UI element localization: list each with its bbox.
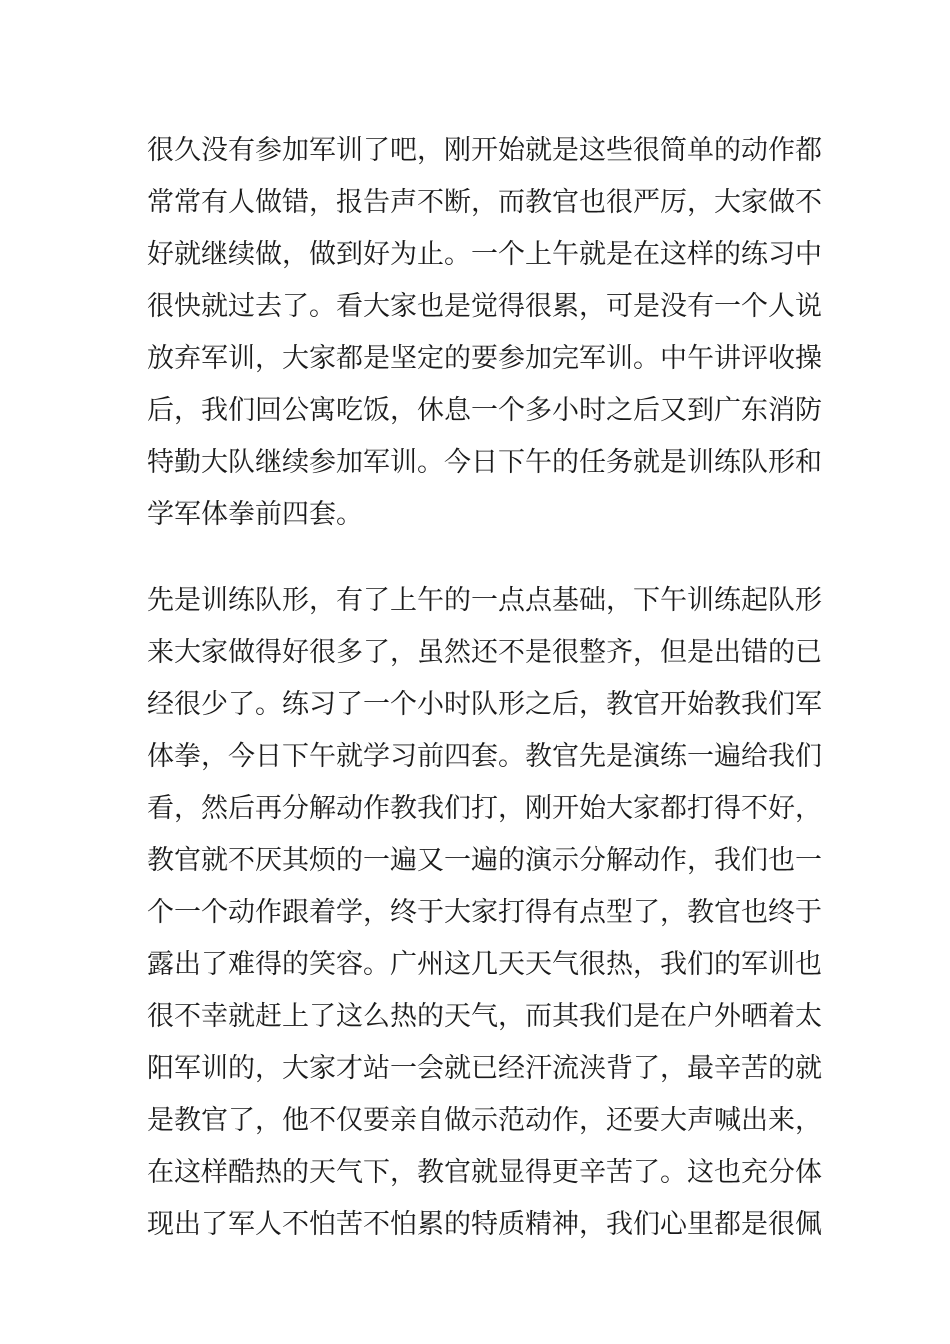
text-line: 在这样酷热的天气下，教官就显得更辛苦了。这也充分体	[147, 1157, 822, 1188]
text-line: 学军体拳前四套。	[147, 499, 363, 530]
text-line: 体拳，今日下午就学习前四套。教官先是演练一遍给我们	[147, 741, 822, 772]
text-line: 很快就过去了。看大家也是觉得很累，可是没有一个人说	[147, 291, 822, 322]
text-line: 先是训练队形，有了上午的一点点基础，下午训练起队形	[147, 585, 822, 616]
text-line: 经很少了。练习了一个小时队形之后，教官开始教我们军	[147, 689, 822, 720]
text-line: 来大家做得好很多了，虽然还不是很整齐，但是出错的已	[147, 637, 822, 668]
text-line: 常常有人做错，报告声不断，而教官也很严厉，大家做不	[147, 187, 822, 218]
text-line: 是教官了，他不仅要亲自做示范动作，还要大声喊出来，	[147, 1105, 822, 1136]
text-line: 露出了难得的笑容。广州这几天天气很热，我们的军训也	[147, 949, 822, 980]
paragraph-1	[147, 125, 822, 541]
text-line: 现出了军人不怕苦不怕累的特质精神，我们心里都是很佩	[147, 1209, 822, 1240]
text-line: 很久没有参加军训了吧，刚开始就是这些很简单的动作都	[147, 135, 822, 166]
text-line: 后，我们回公寓吃饭，休息一个多小时之后又到广东消防	[147, 395, 822, 426]
text-line: 个一个动作跟着学，终于大家打得有点型了，教官也终于	[147, 897, 822, 928]
text-line: 教官就不厌其烦的一遍又一遍的演示分解动作，我们也一	[147, 845, 822, 876]
text-line: 放弃军训，大家都是坚定的要参加完军训。中午讲评收操	[147, 343, 822, 374]
text-line: 好就继续做，做到好为止。一个上午就是在这样的练习中	[147, 239, 822, 270]
text-line: 阳军训的，大家才站一会就已经汗流浃背了，最辛苦的就	[147, 1053, 822, 1084]
text-line: 看，然后再分解动作教我们打，刚开始大家都打得不好，	[147, 793, 822, 824]
text-line: 很不幸就赶上了这么热的天气，而其我们是在户外晒着太	[147, 1001, 822, 1032]
text-line: 特勤大队继续参加军训。今日下午的任务就是训练队形和	[147, 447, 822, 478]
paragraph-2	[147, 575, 822, 1251]
